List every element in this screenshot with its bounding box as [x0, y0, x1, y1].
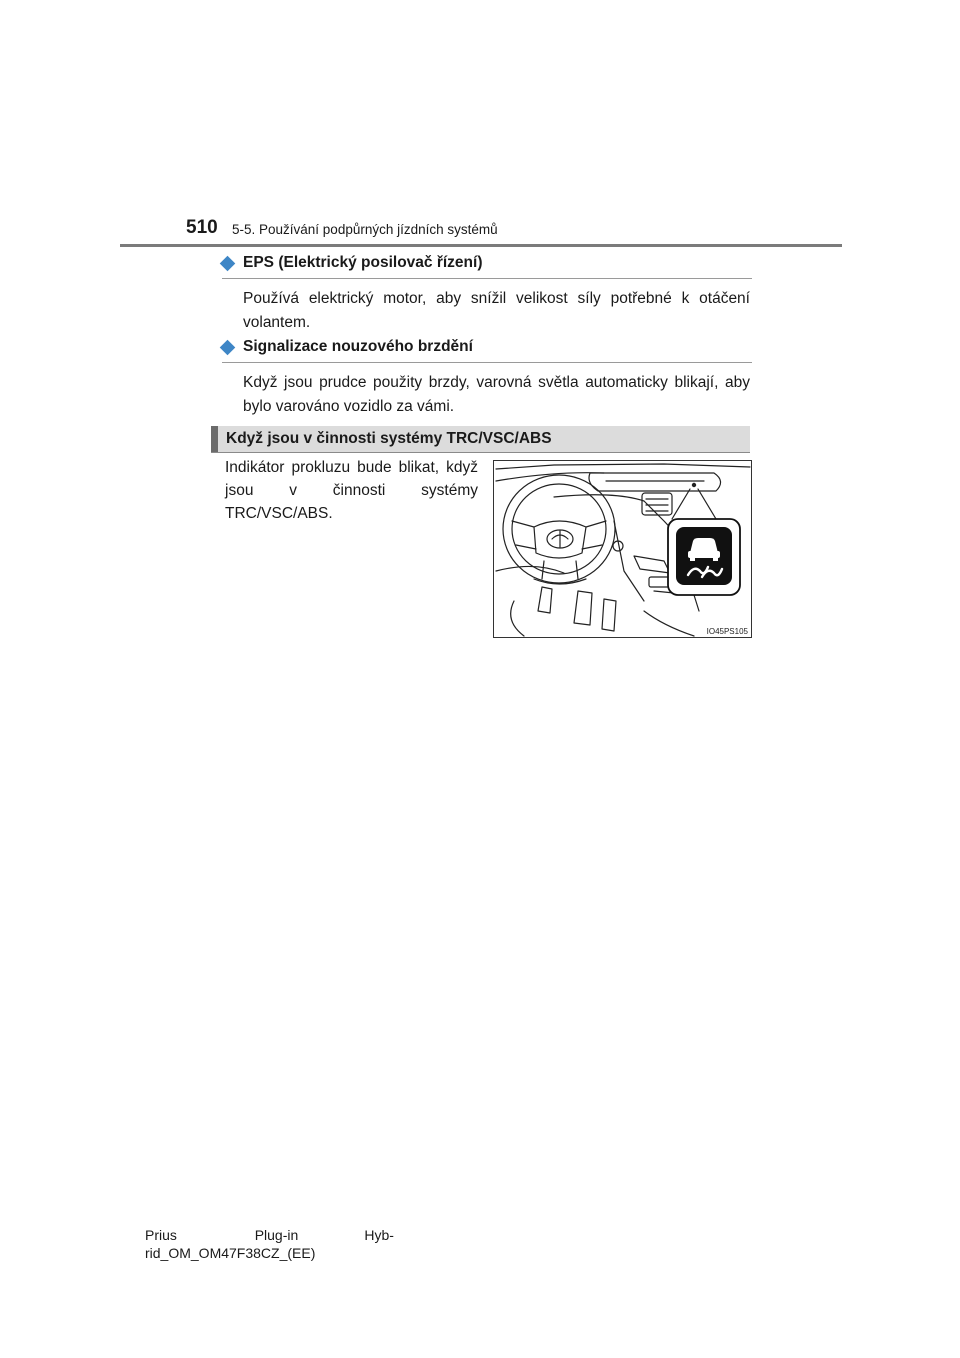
chapter-title: 5-5. Používání podpůrných jízdních systémů	[232, 222, 498, 237]
emergency-braking-title: Signalizace nouzového brzdění	[243, 338, 473, 355]
footer-line-1: Prius Plug-in Hyb-	[145, 1227, 394, 1243]
section-heading-bar	[211, 426, 750, 453]
header-divider	[120, 244, 842, 247]
slip-indicator-description: Indikátor prokluzu bude blikat, když jsou v činnosti systémy TRC/VSC/ABS.	[225, 459, 478, 522]
eps-subheading	[222, 254, 752, 279]
diamond-bullet-icon	[220, 256, 236, 272]
emergency-braking-description: Když jsou prudce použity brzdy, varovná světla automaticky blikají, aby bylo varováno vozidlo za vámi.	[243, 374, 750, 415]
dashboard-illustration	[493, 460, 752, 638]
footer	[145, 1226, 435, 1262]
dashboard-drawing	[494, 461, 751, 637]
figure-code: IO45PS105	[706, 627, 748, 636]
emergency-braking-subheading	[222, 338, 752, 363]
footer-line-2: rid_OM_OM47F38CZ_(EE)	[145, 1245, 316, 1261]
page-number: 510	[186, 217, 218, 238]
eps-description: Používá elektrický motor, aby snížil velikost síly potřebné k otáčení volantem.	[243, 290, 750, 331]
slip-indicator-callout	[668, 519, 740, 595]
diamond-bullet-icon	[220, 340, 236, 356]
section-title: Když jsou v činnosti systémy TRC/VSC/ABS	[226, 430, 552, 447]
section-accent	[211, 426, 218, 452]
eps-title: EPS (Elektrický posilovač řízení)	[243, 254, 483, 271]
